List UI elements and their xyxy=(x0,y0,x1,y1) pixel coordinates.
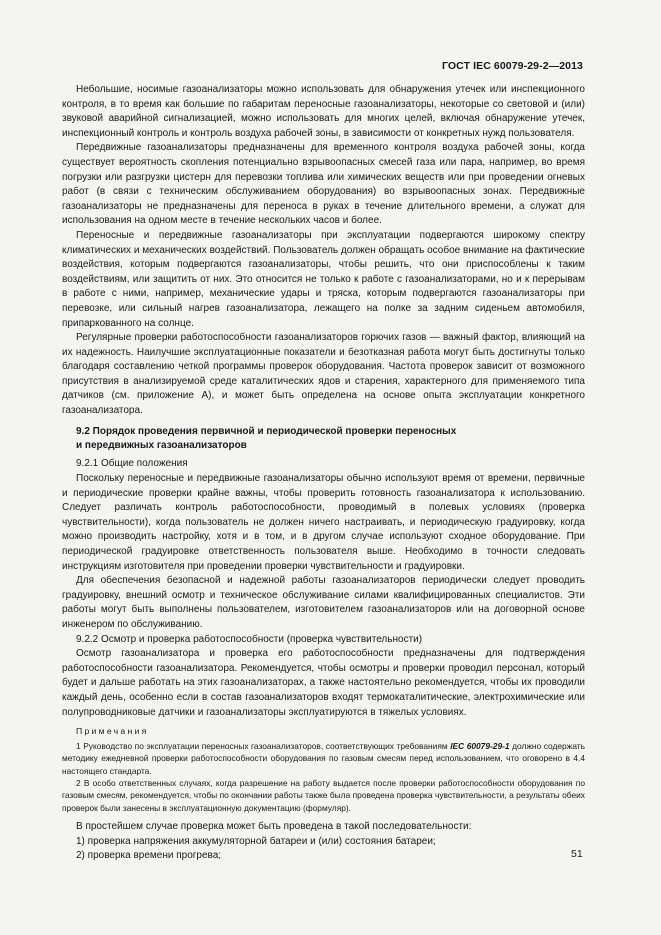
note-text: должно содержать методику ежедневной проверки работоспособности оборудования по газовым смесям перед использованием, что оговорено в 4.4 настоящего стандарта. xyxy=(62,740,585,776)
paragraph: Передвижные газоанализаторы предназначены для временного контроля воздуха рабочей зоны, когда существует вероятность скопления потенциально взрывоопасных смесей газа или пара, например, во время погрузки или разгрузки цистерн для перевозки топлива или химических веществ или при проведении огневых работ (в связи с техническим обслуживанием оборудования) во взрывоопасных зонах. Передвижные газоанализаторы не предназначены для переноса в руках в течение длительного времени, а служат для использования на одном месте в течение нескольких часов и более. xyxy=(62,142,585,227)
paragraph: Небольшие, носимые газоанализаторы можно использовать для обнаружения утечек или инспекционного контроля, в то время как большие по габаритам переносные газоанализаторы, некоторые со световой и (или) звуковой аварийной сигнализацией, можно использовать для многих целей, включая обнаружение утечек, инспекционный контроль и контроль воздуха рабочей зоны, в зависимости от конкретных нужд пользователя. xyxy=(62,84,585,139)
paragraph: Для обеспечения безопасной и надежной работы газоанализаторов периодически следует проводить градуировку, внешний осмотр и техническое обслуживание силами квалифицированных специалистов. Эти работы могут быть выполнены пользователем, изготовителем газоанализаторов или на договорной основе инженером по обслуживанию. xyxy=(62,575,585,630)
page-number: 51 xyxy=(571,848,583,860)
section-heading-line: 9.2 Порядок проведения первичной и периодической проверки переносных xyxy=(76,425,457,437)
paragraph: Осмотр газоанализатора и проверка его работоспособности предназначены для подтверждения работоспособности газоанализатора. Рекомендуется, чтобы осмотры и проверки проводил персонал, который будет и дальше работать на этих газоанализаторах, а также настоятельно рекомендуется, чтобы их проводили каждый день, особенно если в состав газоанализаторов входят термокаталитические, электрохимические или полупроводниковые датчики и газоанализаторы эксплуатируются в тяжелых условиях. xyxy=(62,648,585,718)
note xyxy=(62,740,585,777)
notes-title: Примечания xyxy=(76,726,149,737)
subsection-title: 9.2.1 Общие положения xyxy=(76,458,188,470)
note-text: 1 Руководство по эксплуатации переносных газоанализаторов, соответствующих требованиям xyxy=(76,740,451,751)
paragraph: Переносные и передвижные газоанализаторы при эксплуатации подвергаются широкому спектру климатических и механических воздействий. Пользователь должен обращать особое внимание на фактические воздействия, которым подвергаются газоанализаторы, чтобы решить, что они приспособлены к таким воздействиям, или защитить от них. Это относится не только к работе с газоанализаторами, но и к перерывам в работе с ними, например, механические удары и тряска, которым подвергаются газоанализаторы при перевозке, или сильный нагрев газоанализатора, лежащего на полке за задним сиденьем автомобиля, припаркованного на солнце. xyxy=(62,229,585,329)
subsection-title: 9.2.2 Осмотр и проверка работоспособности (проверка чувствительности) xyxy=(76,633,423,645)
standard-reference: IEC 60079-29-1 xyxy=(450,740,510,751)
paragraph: Поскольку переносные и передвижные газоанализаторы обычно используют время от времени, первичные и периодические проверки крайне важны, чтобы проверить готовность газоанализатора к использованию. Следует различать контроль работоспособности, проводимый в полевых условиях (проверка чувствительности), когда пользователь не должен ничего настраивать, и периодическую градуировку, когда можно производить настройку, хотя и в том, и в другом случае используют сходное оборудование. При периодической градуировке ответственность пользователя выше. Необходимо в точности следовать инструкциям изготовителя при проведении проверки чувствительности и градуировки. xyxy=(62,473,585,572)
document-header: ГОСТ IEC 60079-29-2—2013 xyxy=(441,60,583,72)
document-body xyxy=(62,83,585,864)
list-item: 2) проверка времени прогрева; xyxy=(76,850,222,862)
list-item: 1) проверка напряжения аккумуляторной батареи и (или) состояния батареи; xyxy=(76,835,436,847)
paragraph: Регулярные проверки работоспособности газоанализаторов горючих газов — важный фактор, влияющий на их надежность. Наилучшие эксплуатационные показатели и безотказная работа могут быть достигнуты только благодаря составлению четкой программы проверок оборудования. Частота проверок зависит от возможного присутствия в анализируемой среде каталитических ядов и старения, характерного для применяемого типа датчиков (см. приложение А), и может быть определена на основе опыта эксплуатации конкретного газоанализатора. xyxy=(62,332,585,417)
note: 2 В особо ответственных случаях, когда разрешение на работу выдается после проверки работоспособности оборудования по газовым смесям, рекомендуется, чтобы по окончании работы также была проведена проверка чувствительности, а результаты обеих проверок были занесены в эксплуатационную документацию (формуляр). xyxy=(62,777,585,813)
paragraph: В простейшем случае проверка может быть проведена в такой последовательности: xyxy=(76,821,472,833)
section-heading-line: и передвижных газоанализаторов xyxy=(76,440,247,452)
section-heading xyxy=(76,425,585,454)
